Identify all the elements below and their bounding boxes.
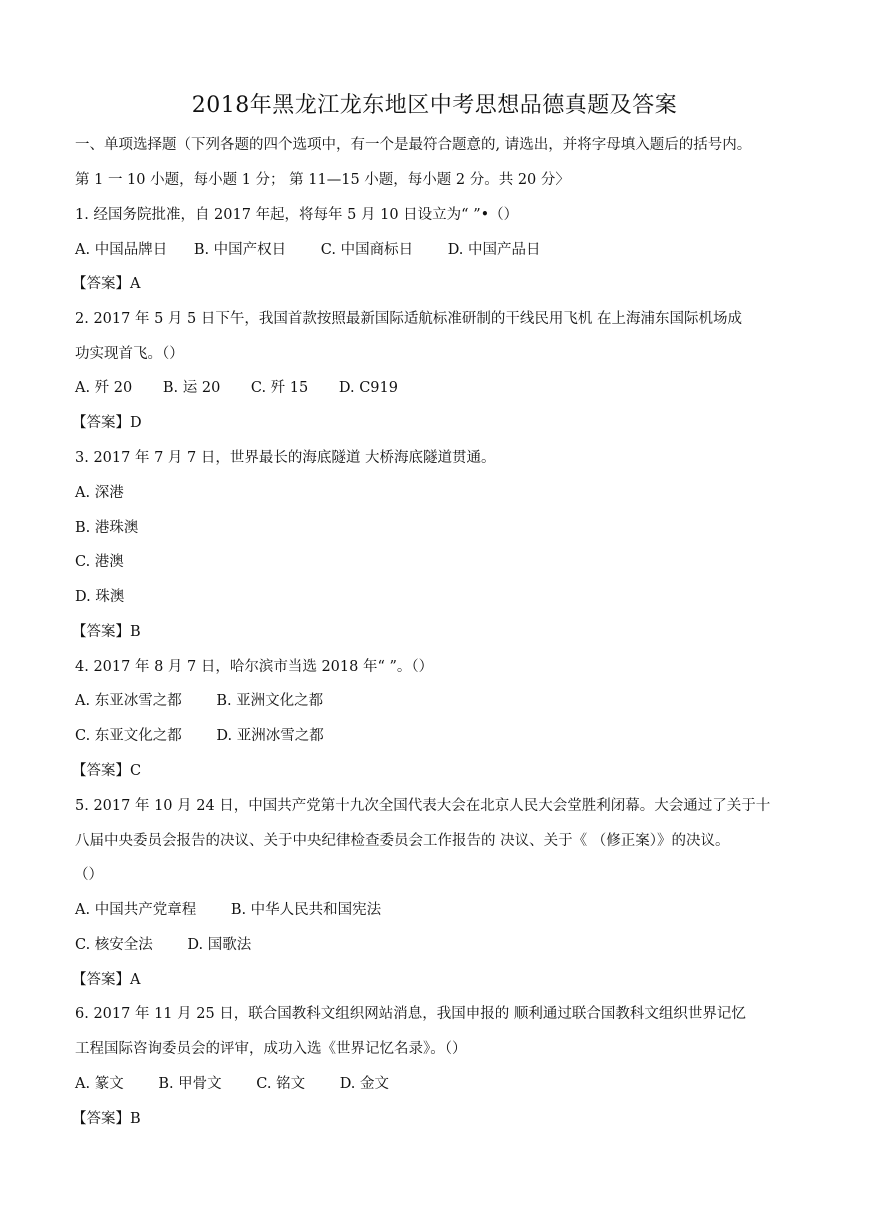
question-5-stem-line-3: （） <box>74 867 103 883</box>
question-6-stem-line-2: 工程国际咨询委员会的评审，成功入选《世界记忆名录》。（） <box>75 1041 467 1057</box>
question-3-option-c: C. 港澳 <box>75 554 124 570</box>
question-5-answer: 【答案】A <box>72 972 141 988</box>
question-1-answer: 【答案】A <box>72 276 141 292</box>
question-6-answer: 【答案】B <box>72 1111 141 1127</box>
option-b: B. 运 20 <box>162 380 221 396</box>
question-3-option-d: D. 珠澳 <box>75 589 125 605</box>
option-b: B. 亚洲文化之都 <box>216 693 324 709</box>
question-4-options-row-2 <box>75 726 324 746</box>
question-3-answer: 【答案】B <box>72 624 141 640</box>
option-a: A. 篆文 <box>75 1076 124 1092</box>
document-title: 2018年黑龙江龙东地区中考思想品德真题及答案 <box>191 93 678 118</box>
question-2-options <box>75 378 398 398</box>
question-1-stem: 1. 经国务院批准，自 2017 年起，将每年 5 月 10 日设立为“ ”•（） <box>75 207 519 223</box>
question-4-options-row-1 <box>75 691 323 711</box>
question-2-stem-line-2: 功实现首飞。（） <box>75 346 184 362</box>
option-b: B. 中国产权日 <box>193 242 287 258</box>
question-6-stem-line-1: 6. 2017 年 11 月 25 日，联合国教科文组织网站消息，我国申报的 顺利通过联合国教科文组织世界记忆 <box>75 1006 746 1022</box>
option-c: C. 中国商标日 <box>320 242 414 258</box>
question-2-stem-line-1: 2. 2017 年 5 月 5 日下午，我国首款按照最新国际适航标准研制的干线民用飞机 在上海浦东国际机场成 <box>75 311 742 327</box>
option-d: D. 亚洲冰雪之都 <box>216 728 324 744</box>
option-d: D. 国歌法 <box>187 937 252 953</box>
question-1-options <box>75 240 541 260</box>
question-4-answer: 【答案】C <box>72 763 142 779</box>
option-c: C. 歼 15 <box>250 380 309 396</box>
question-5-options-row-1 <box>75 900 381 920</box>
question-4-stem: 4. 2017 年 8 月 7 日，哈尔滨市当选 2018 年“ ”。（） <box>75 659 434 675</box>
option-c: C. 核安全法 <box>75 937 153 953</box>
question-2-answer: 【答案】D <box>72 415 142 431</box>
option-b: B. 甲骨文 <box>158 1076 222 1092</box>
section-instructions-line-1: 一、单项选择题（下列各题的四个选项中，有一个是最符合题意的, 请选出，并将字母填入题后的括号内。 <box>75 137 752 153</box>
question-3-option-b: B. 港珠澳 <box>75 520 139 536</box>
question-6-options <box>75 1074 389 1094</box>
question-3-stem: 3. 2017 年 7 月 7 日，世界最长的海底隧道 大桥海底隧道贯通。 <box>75 450 496 466</box>
option-a: A. 中国品牌日 <box>75 242 168 258</box>
option-a: A. 中国共产党章程 <box>75 902 197 918</box>
question-5-stem-line-2: 八届中央委员会报告的决议、关于中央纪律检查委员会工作报告的 决议、关于《 （修正案）》的决议。 <box>75 833 730 849</box>
option-a: A. 歼 20 <box>75 380 133 396</box>
question-3-option-a: A. 深港 <box>75 485 124 501</box>
section-instructions-line-2: 第 1 一 10 小题，每小题 1 分； 第 11—15 小题，每小题 2 分。共 20 分〉 <box>75 172 570 188</box>
option-c: C. 东亚文化之都 <box>75 728 182 744</box>
question-5-options-row-2 <box>75 935 251 955</box>
option-d: D. 金文 <box>339 1076 390 1092</box>
option-d: D. 中国产品日 <box>447 242 541 258</box>
option-a: A. 东亚冰雪之都 <box>75 693 182 709</box>
option-d: D. C919 <box>338 380 398 396</box>
question-5-stem-line-1: 5. 2017 年 10 月 24 日，中国共产党第十九次全国代表大会在北京人民大会堂胜利闭幕。大会通过了关于十 <box>75 798 771 814</box>
option-b: B. 中华人民共和国宪法 <box>230 902 382 918</box>
option-c: C. 铭文 <box>256 1076 306 1092</box>
